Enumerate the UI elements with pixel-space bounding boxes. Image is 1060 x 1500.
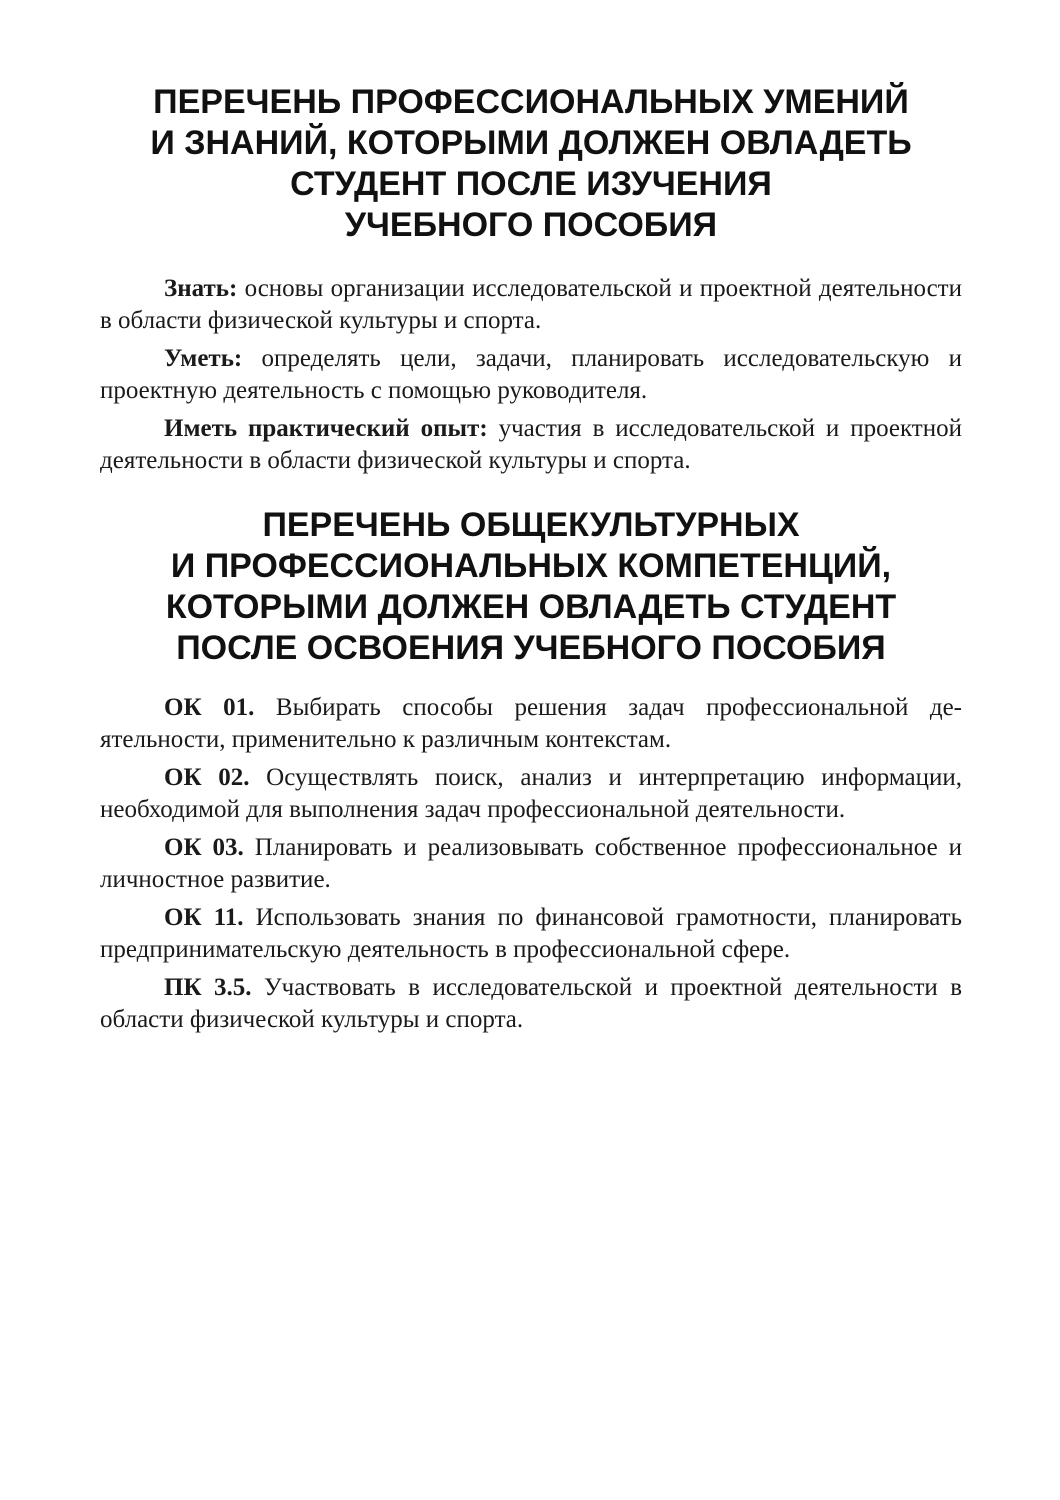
- be-able-paragraph: [100, 343, 962, 407]
- be-able-text: определять цели, задачи, планировать исследовательскую и проектную деятельность с помощью руководителя.: [100, 345, 962, 404]
- know-label: Знать:: [164, 275, 238, 302]
- competency-ok03: [100, 832, 962, 896]
- experience-label: Иметь практический опыт:: [164, 415, 488, 442]
- title-line: ПЕРЕЧЕНЬ ОБЩЕКУЛЬТУРНЫХ: [262, 506, 800, 544]
- competency-text: Выбирать способы решения задач профессиональной деятельности, применительно к различным контекстам.: [100, 694, 962, 753]
- title-line: ПЕРЕЧЕНЬ ПРОФЕССИОНАЛЬНЫХ УМЕНИЙ: [153, 83, 909, 121]
- title-line: И ПРОФЕССИОНАЛЬНЫХ КОМПЕТЕНЦИЙ,: [170, 547, 892, 585]
- competency-code: ПК 3.5.: [164, 974, 252, 1001]
- title-line: И ЗНАНИЙ, КОТОРЫМИ ДОЛЖЕН ОВЛАДЕТЬ: [150, 124, 912, 162]
- title-line: КОТОРЫМИ ДОЛЖЕН ОВЛАДЕТЬ СТУДЕНТ: [165, 588, 897, 626]
- title-line: ПОСЛЕ ОСВОЕНИЯ УЧЕБНОГО ПОСОБИЯ: [176, 629, 886, 667]
- competency-ok02: [100, 762, 962, 826]
- title-line: СТУДЕНТ ПОСЛЕ ИЗУЧЕНИЯ: [290, 165, 772, 203]
- experience-text: участия в исследовательской и проектной деятельности в области физической культуры и спорта.: [100, 415, 962, 474]
- competency-pk35: [100, 972, 962, 1036]
- competency-text: Использовать знания по финансовой грамотности, планировать предпринимательскую деятельность в профессиональной сфере.: [100, 904, 962, 963]
- competency-code: ОК 02.: [164, 764, 250, 791]
- know-paragraph: [100, 273, 962, 337]
- competency-code: ОК 11.: [164, 904, 244, 931]
- competency-text: Участвовать в исследовательской и проектной деятельности в области физической культуры и спорта.: [100, 974, 962, 1033]
- know-text: основы организации исследовательской и проектной деятельности в области физической культуры и спорта.: [100, 275, 962, 334]
- competency-code: ОК 01.: [164, 694, 255, 721]
- competencies-section-title: [100, 505, 962, 669]
- competency-text: Осуществлять поиск, анализ и интерпретацию информации, необходимой для выполнения задач профессиональной деятельности.: [100, 764, 962, 823]
- competency-ok11: [100, 902, 962, 966]
- skills-section-title: [100, 82, 962, 246]
- competency-ok01: [100, 692, 962, 756]
- competency-text: Планировать и реализовывать собственное профессиональное и личностное развитие.: [100, 834, 963, 893]
- experience-paragraph: [100, 413, 962, 477]
- title-line: УЧЕБНОГО ПОСОБИЯ: [344, 206, 718, 244]
- competency-code: ОК 03.: [164, 834, 244, 861]
- be-able-label: Уметь:: [164, 345, 243, 372]
